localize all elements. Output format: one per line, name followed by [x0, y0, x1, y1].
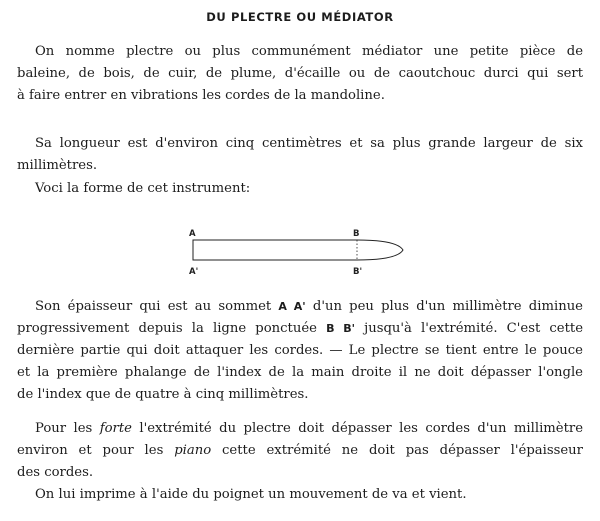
paragraph-line: de l'index que de quatre à cinq millimètres. [17, 387, 309, 402]
paragraph-line: et la première phalange de l'index de la main droite il ne doit dépasser l'ongle [17, 365, 583, 380]
plectrum-outline [193, 240, 403, 260]
label-a-prime: A' [189, 267, 199, 277]
paragraph-line: Voci la forme de cet instrument: [35, 181, 251, 196]
page-title: DU PLECTRE OU MÉDIATOR [206, 10, 394, 24]
mark-bb: B B' [326, 322, 355, 335]
label-b-prime: B' [353, 267, 363, 277]
text-run: l'extrémité du plectre doit dépasser les cordes d'un millimètre [139, 421, 583, 436]
text-run: Pour les [35, 421, 93, 436]
forte-term: forte [99, 421, 132, 436]
paragraph-thickness [17, 296, 583, 406]
text-run: progressivement depuis la ligne ponctuée [17, 321, 317, 336]
paragraph-line: baleine, de bois, de cuir, de plume, d'écaille ou de caoutchouc durci qui sert [17, 66, 583, 81]
text-run: jusqu'à l'extrémité. C'est cette [364, 321, 583, 336]
piano-term: piano [174, 443, 212, 458]
paragraph-line: On nomme plectre ou plus communément médiator une petite pièce de [35, 44, 583, 59]
text-run: Son épaisseur qui est au sommet [35, 299, 272, 314]
label-b: B [353, 229, 360, 239]
paragraph-line: On lui imprime à l'aide du poignet un mouvement de va et vient. [35, 487, 467, 502]
text-run: d'un peu plus d'un millimètre diminue [312, 299, 583, 314]
paragraph-dynamics [17, 418, 583, 484]
text-run: environ et pour les [17, 443, 164, 458]
mark-aa: A A' [278, 300, 306, 313]
paragraph-line [17, 440, 583, 462]
paragraph-definition [17, 41, 583, 107]
paragraph-line: des cordes. [17, 465, 94, 480]
paragraph-dimensions [17, 133, 583, 177]
plectrum-diagram [185, 228, 415, 278]
label-a: A [189, 229, 196, 239]
paragraph-motion [17, 484, 583, 506]
paragraph-line [17, 296, 583, 318]
text-run: cette extrémité ne doit pas dépasser l'épaisseur [222, 443, 583, 458]
paragraph-line: millimètres. [17, 158, 98, 173]
paragraph-line [17, 318, 583, 340]
paragraph-shape-intro [17, 178, 583, 200]
paragraph-line: à faire entrer en vibrations les cordes de la mandoline. [17, 88, 385, 103]
paragraph-line: Sa longueur est d'environ cinq centimètres et sa plus grande largeur de six [35, 136, 583, 151]
paragraph-line [17, 418, 583, 440]
paragraph-line: dernière partie qui doit attaquer les cordes. — Le plectre se tient entre le pouce [17, 343, 583, 358]
